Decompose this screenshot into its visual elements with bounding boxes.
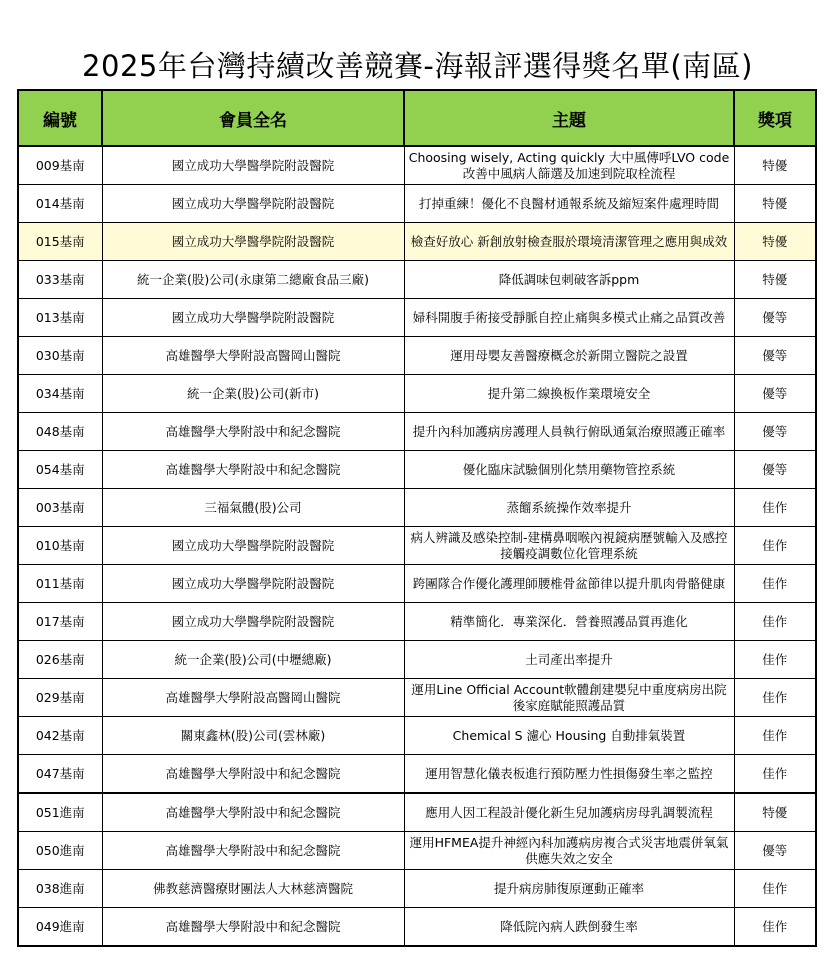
- cell-id: 051進南: [18, 793, 102, 832]
- cell-member: 高雄醫學大學附設中和紀念醫院: [102, 451, 404, 489]
- cell-member: 國立成功大學醫學院附設醫院: [102, 603, 404, 641]
- cell-id: 048基南: [18, 413, 102, 451]
- table-row: [18, 679, 816, 717]
- cell-id: 047基南: [18, 755, 102, 794]
- cell-member: 高雄醫學大學附設中和紀念醫院: [102, 755, 404, 794]
- cell-topic: 土司產出率提升: [404, 641, 734, 679]
- cell-member: 三福氣體(股)公司: [102, 489, 404, 527]
- header-topic: 主題: [404, 90, 734, 146]
- table-row: [18, 261, 816, 299]
- table-row: [18, 603, 816, 641]
- table-row: [18, 185, 816, 223]
- cell-member: 統一企業(股)公司(新市): [102, 375, 404, 413]
- cell-id: 054基南: [18, 451, 102, 489]
- cell-award: 優等: [734, 337, 816, 375]
- cell-topic: 運用智慧化儀表板進行預防壓力性損傷發生率之監控: [404, 755, 734, 794]
- cell-award: 佳作: [734, 641, 816, 679]
- cell-topic: 病人辨識及感染控制-建構鼻咽喉內視鏡病歷號輸入及感控接觸疫調數位化管理系統: [404, 527, 734, 565]
- cell-award: 佳作: [734, 565, 816, 603]
- cell-award: 優等: [734, 413, 816, 451]
- cell-id: 038進南: [18, 870, 102, 908]
- cell-id: 026基南: [18, 641, 102, 679]
- cell-id: 050進南: [18, 832, 102, 870]
- cell-id: 010基南: [18, 527, 102, 565]
- table-row: [18, 146, 816, 185]
- table-row: [18, 870, 816, 908]
- table-row: [18, 755, 816, 794]
- header-id: 編號: [18, 90, 102, 146]
- cell-member: 高雄醫學大學附設中和紀念醫院: [102, 413, 404, 451]
- cell-topic: 提升病房肺復原運動正確率: [404, 870, 734, 908]
- cell-award: 佳作: [734, 717, 816, 755]
- cell-award: 佳作: [734, 870, 816, 908]
- cell-id: 030基南: [18, 337, 102, 375]
- cell-award: 特優: [734, 146, 816, 185]
- cell-award: 優等: [734, 832, 816, 870]
- cell-id: 003基南: [18, 489, 102, 527]
- table-row: [18, 375, 816, 413]
- cell-id: 015基南: [18, 223, 102, 261]
- table-row: [18, 641, 816, 679]
- cell-member: 國立成功大學醫學院附設醫院: [102, 185, 404, 223]
- cell-award: 特優: [734, 793, 816, 832]
- cell-member: 統一企業(股)公司(中壢總廠): [102, 641, 404, 679]
- cell-topic: 精準簡化．專業深化．營養照護品質再進化: [404, 603, 734, 641]
- cell-id: 017基南: [18, 603, 102, 641]
- header-award: 獎項: [734, 90, 816, 146]
- table-row: [18, 489, 816, 527]
- cell-award: 佳作: [734, 489, 816, 527]
- cell-member: 國立成功大學醫學院附設醫院: [102, 223, 404, 261]
- cell-member: 國立成功大學醫學院附設醫院: [102, 299, 404, 337]
- cell-award: 特優: [734, 185, 816, 223]
- cell-topic: 降低院內病人跌倒發生率: [404, 908, 734, 947]
- cell-topic: 婦科開腹手術接受靜脈自控止痛與多模式止痛之品質改善: [404, 299, 734, 337]
- cell-id: 009基南: [18, 146, 102, 185]
- cell-member: 高雄醫學大學附設中和紀念醫院: [102, 908, 404, 947]
- page-title: 2025年台灣持續改善競賽-海報評選得獎名單(南區): [82, 49, 753, 83]
- cell-member: 高雄醫學大學附設高醫岡山醫院: [102, 337, 404, 375]
- table-body: [18, 146, 816, 946]
- table-row: [18, 908, 816, 947]
- cell-award: 佳作: [734, 603, 816, 641]
- header-member: 會員全名: [102, 90, 404, 146]
- cell-member: 國立成功大學醫學院附設醫院: [102, 146, 404, 185]
- cell-award: 優等: [734, 299, 816, 337]
- cell-id: 013基南: [18, 299, 102, 337]
- table-row: [18, 299, 816, 337]
- cell-award: 特優: [734, 223, 816, 261]
- cell-member: 關東鑫林(股)公司(雲林廠): [102, 717, 404, 755]
- cell-topic: 蒸餾系統操作效率提升: [404, 489, 734, 527]
- cell-award: 優等: [734, 451, 816, 489]
- cell-member: 佛教慈濟醫療財團法人大林慈濟醫院: [102, 870, 404, 908]
- cell-member: 統一企業(股)公司(永康第二總廠食品三廠): [102, 261, 404, 299]
- cell-topic: 跨團隊合作優化護理師腰椎骨盆節律以提升肌肉骨骼健康: [404, 565, 734, 603]
- cell-topic: Chemical S 濾心 Housing 自動排氣裝置: [404, 717, 734, 755]
- table-row: [18, 223, 816, 261]
- table-row: [18, 793, 816, 832]
- cell-member: 高雄醫學大學附設高醫岡山醫院: [102, 679, 404, 717]
- table-row: [18, 413, 816, 451]
- cell-award: 優等: [734, 375, 816, 413]
- cell-id: 033基南: [18, 261, 102, 299]
- cell-id: 042基南: [18, 717, 102, 755]
- table-header-row: [18, 90, 816, 146]
- cell-award: 佳作: [734, 908, 816, 947]
- cell-topic: 提升第二線換板作業環境安全: [404, 375, 734, 413]
- cell-member: 高雄醫學大學附設中和紀念醫院: [102, 793, 404, 832]
- cell-member: 高雄醫學大學附設中和紀念醫院: [102, 832, 404, 870]
- cell-id: 034基南: [18, 375, 102, 413]
- cell-topic: 應用人因工程設計優化新生兒加護病房母乳調製流程: [404, 793, 734, 832]
- table-row: [18, 717, 816, 755]
- cell-topic: Choosing wisely, Acting quickly 大中風傳呼LVO code改善中風病人篩選及加速到院取栓流程: [404, 146, 734, 185]
- cell-award: 佳作: [734, 679, 816, 717]
- cell-topic: 優化臨床試驗個別化禁用藥物管控系統: [404, 451, 734, 489]
- cell-member: 國立成功大學醫學院附設醫院: [102, 565, 404, 603]
- cell-member: 國立成功大學醫學院附設醫院: [102, 527, 404, 565]
- cell-topic: 提升內科加護病房護理人員執行俯臥通氣治療照護正確率: [404, 413, 734, 451]
- cell-id: 049進南: [18, 908, 102, 947]
- table-row: [18, 527, 816, 565]
- table-row: [18, 565, 816, 603]
- cell-id: 014基南: [18, 185, 102, 223]
- cell-id: 029基南: [18, 679, 102, 717]
- cell-award: 佳作: [734, 527, 816, 565]
- table-row: [18, 451, 816, 489]
- cell-topic: 檢查好放心 新創放射檢查服於環境清潔管理之應用與成效: [404, 223, 734, 261]
- cell-topic: 打掉重練！優化不良醫材通報系統及縮短案件處理時間: [404, 185, 734, 223]
- cell-award: 佳作: [734, 755, 816, 794]
- cell-topic: 運用HFMEA提升神經內科加護病房複合式災害地震併氧氣供應失效之安全: [404, 832, 734, 870]
- table-row: [18, 337, 816, 375]
- cell-award: 特優: [734, 261, 816, 299]
- cell-topic: 運用母嬰友善醫療概念於新開立醫院之設置: [404, 337, 734, 375]
- cell-id: 011基南: [18, 565, 102, 603]
- awards-table: [17, 89, 817, 947]
- cell-topic: 運用Line Official Account軟體創建嬰兒中重度病房出院後家庭賦能照護品質: [404, 679, 734, 717]
- cell-topic: 降低調味包刺破客訴ppm: [404, 261, 734, 299]
- table-row: [18, 832, 816, 870]
